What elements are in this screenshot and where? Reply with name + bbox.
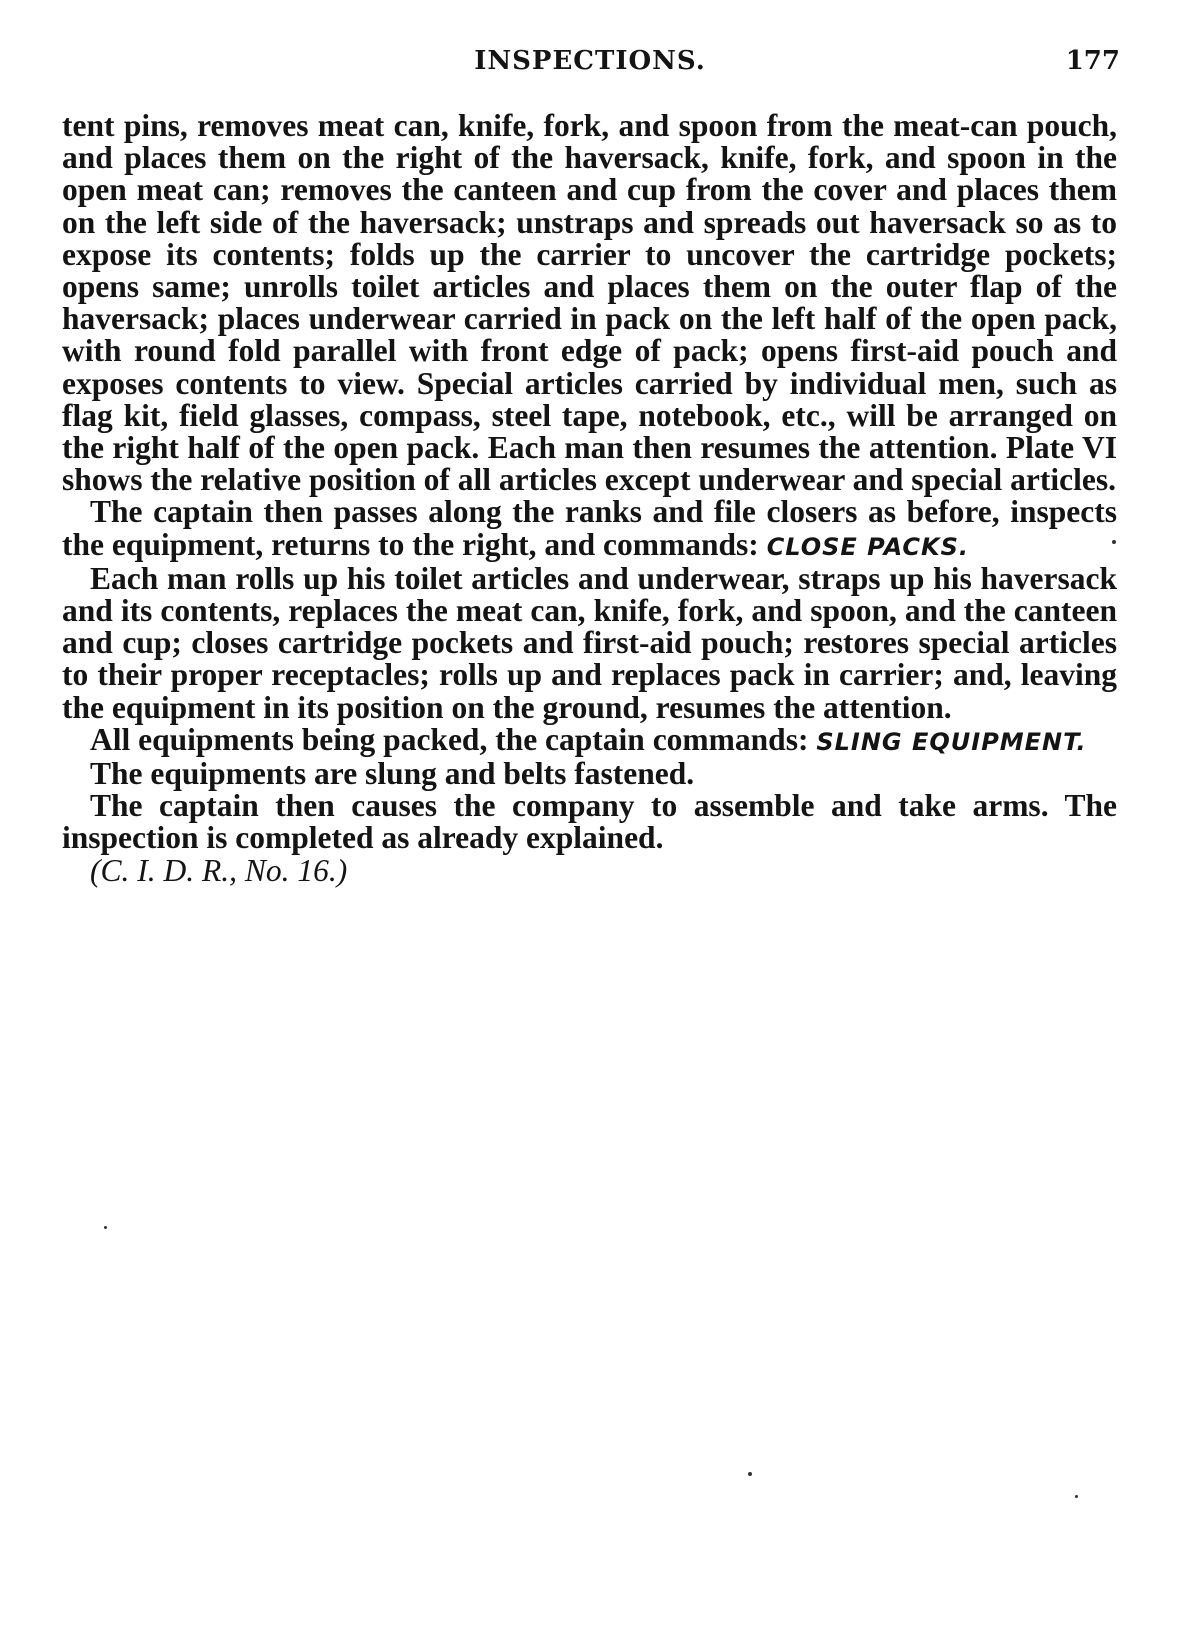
page-number: 177 [1065,46,1120,76]
citation: (C. I. D. R., No. 16.) [90,852,348,888]
paragraph-repacking-instructions [62,560,1117,725]
running-head [60,46,1120,86]
paragraph-text: tent pins, removes meat can, knife, fork, and spoon from the meat-can pouch, and places them on the right of the haversack, knife, fork, and spoon in the open meat can; removes the canteen and cup from the cover and places them on the left side of the haversack; unstraps and spreads out haversack so as to expose its contents; folds up the carrier to uncover the cartridge pockets; opens same; unrolls toilet articles and places them on the outer flap of the haversack; places underwear carried in pack on the left half of the open pack, with round fold parallel with front edge of pack; opens first-aid pouch and exposes contents to view. Special articles carried by individual men, such as flag kit, field glasses, compass, steel tape, notebook, etc., will be arranged on the right half of the open pack. Each man then resumes the attention. Plate VI shows the relative position of all articles except underwear and special articles. [62,108,1117,498]
paragraph-text: The captain then causes the company to assemble and take arms. The inspection is completed as already explained. [62,788,1117,856]
paragraph-equipments-slung [62,758,1117,790]
paragraph-sling-command [62,721,1117,758]
paragraph-text: The equipments are slung and belts fastened. [90,756,695,792]
scan-speck [1075,1495,1078,1498]
scan-speck [748,1472,752,1476]
scan-speck [1112,540,1116,544]
paragraph-text: Each man rolls up his toilet articles and underwear, straps up his haversack and its contents, replaces the meat can, knife, fork, and spoon, and the canteen and cup; closes cartridge pockets and first-aid pouch; restores special articles to their proper receptacles; rolls up and replaces pack in carrier; and, leaving the equipment in its position on the ground, resumes the attention. [62,560,1117,725]
paragraph-text: All equipments being packed, the captain commands: [90,721,817,757]
body-text [62,110,1117,887]
running-title: INSPECTIONS. [474,46,706,76]
paragraph-assemble-arms [62,790,1117,854]
command-close-packs: CLOSE PACKS. [766,532,970,561]
paragraph-unpacking-instructions [62,110,1117,496]
paragraph-citation [62,852,1117,888]
scan-speck [104,1226,107,1229]
paragraph-text: The captain then passes along the ranks and file closers as before, inspects the equipment, returns to the right, and commands: [62,494,1117,562]
paragraph-captain-inspects [62,496,1117,562]
command-sling-equipment: SLING EQUIPMENT. [816,727,1087,756]
